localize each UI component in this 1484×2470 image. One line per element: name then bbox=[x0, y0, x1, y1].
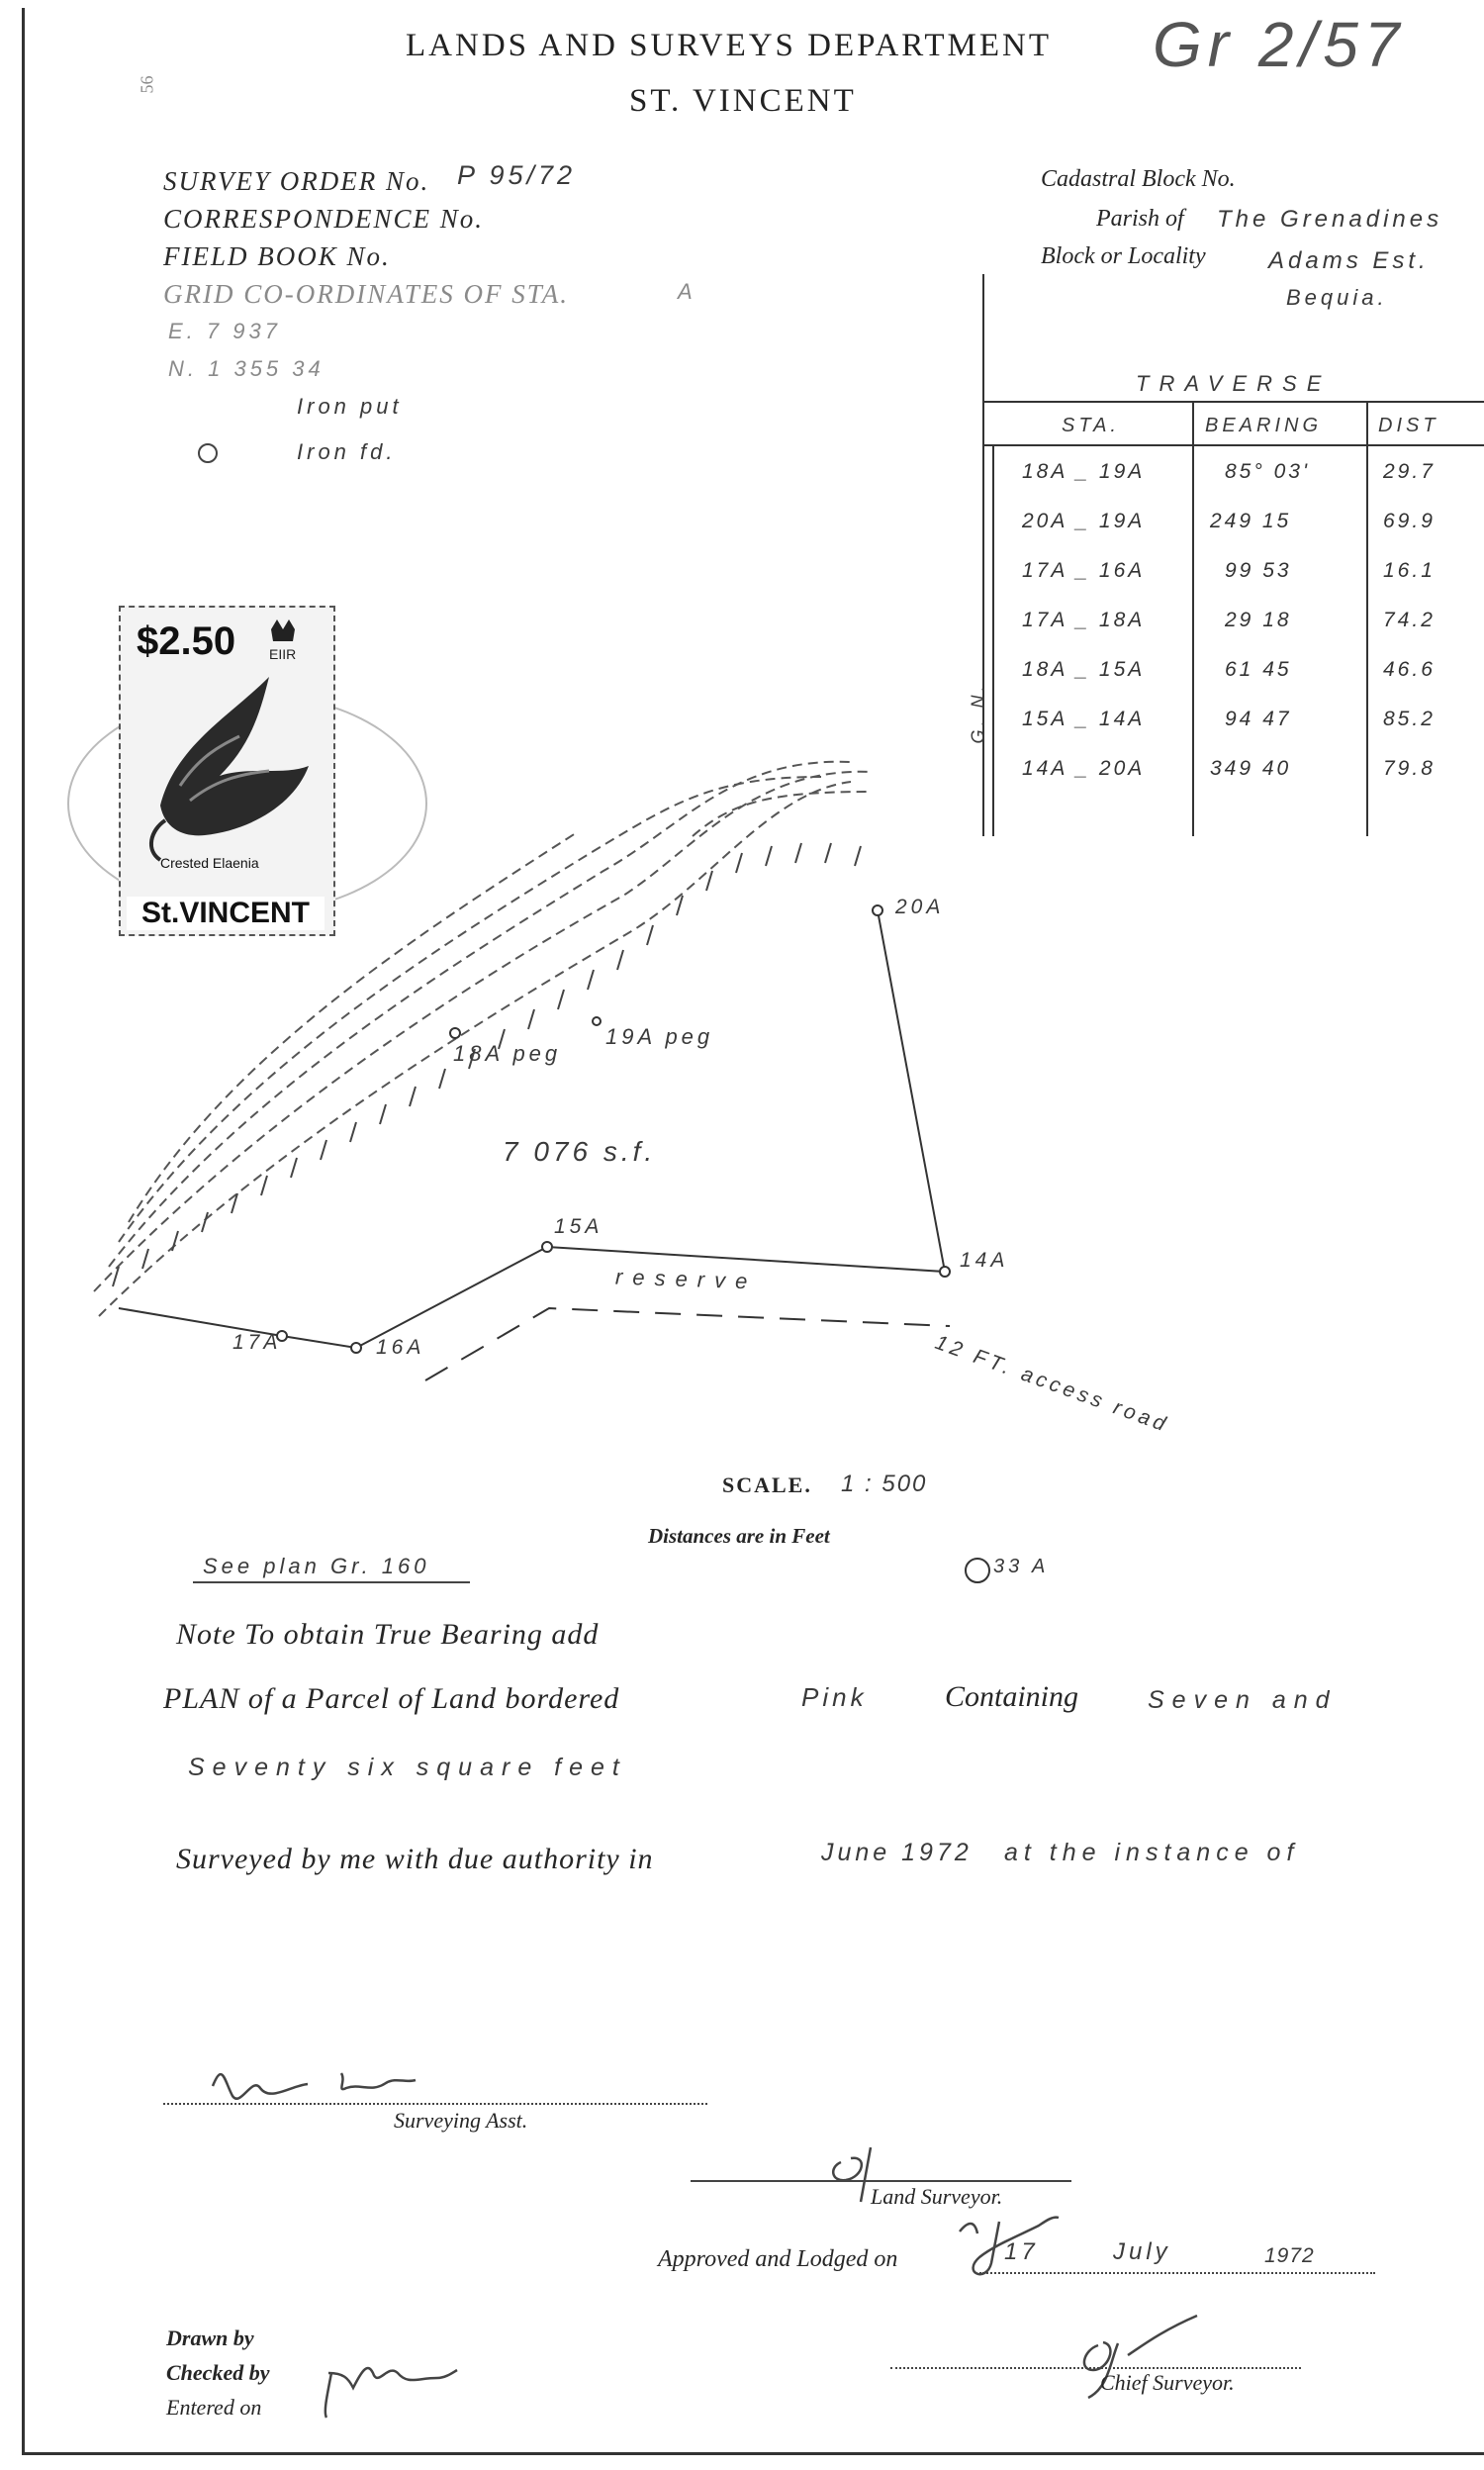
entered-on-label: Entered on bbox=[166, 2395, 262, 2420]
see-plan-ref: See plan Gr. 160 bbox=[203, 1554, 430, 1578]
legend-iron-found: Iron fd. bbox=[297, 439, 397, 464]
reserve-label: reserve bbox=[614, 1264, 758, 1294]
surveyed-label: Surveyed by me with due authority in bbox=[176, 1843, 654, 1875]
parish-label: Parish of bbox=[1096, 206, 1184, 232]
chief-surveyor-line bbox=[890, 2367, 1301, 2369]
traverse-bearing: 249 15 bbox=[1210, 510, 1292, 532]
checked-by-label: Checked by bbox=[166, 2360, 270, 2385]
traverse-sta: 20A _ 19A bbox=[1022, 510, 1146, 532]
traverse-dist: 69.9 bbox=[1383, 510, 1436, 532]
legend-iron-put: Iron put bbox=[297, 394, 403, 419]
true-bearing-note: Note To obtain True Bearing add bbox=[176, 1618, 600, 1651]
plan-code: Gr 2/57 bbox=[1153, 9, 1406, 80]
traverse-col-bearing: BEARING bbox=[1205, 415, 1323, 436]
station-label-15a: 15A bbox=[554, 1215, 603, 1238]
traverse-bearing: 99 53 bbox=[1225, 559, 1292, 582]
traverse-bearing: 94 47 bbox=[1225, 708, 1292, 730]
stamp-country: St.VINCENT bbox=[127, 897, 325, 930]
correspondence-label: CORRESPONDENCE No. bbox=[163, 204, 484, 234]
instance-label: at the instance of bbox=[1004, 1839, 1300, 1866]
locality-label: Block or Locality bbox=[1041, 243, 1206, 269]
station-label-19a: 19A peg bbox=[605, 1024, 714, 1049]
traverse-sta: 15A _ 14A bbox=[1022, 708, 1146, 730]
traverse-sta: 14A _ 20A bbox=[1022, 757, 1146, 780]
traverse-sta: 18A _ 15A bbox=[1022, 658, 1146, 681]
station-label-14a: 14A bbox=[960, 1249, 1009, 1272]
easting-value: E. 7 937 bbox=[168, 319, 281, 343]
field-book-label: FIELD BOOK No. bbox=[163, 241, 391, 271]
stamp-price: $2.50 bbox=[137, 619, 236, 663]
surveying-asst-line bbox=[163, 2103, 707, 2105]
parcel-area: 7 076 s.f. bbox=[503, 1136, 657, 1167]
station-label-20a: 20A bbox=[895, 896, 945, 918]
traverse-sta: 17A _ 18A bbox=[1022, 609, 1146, 631]
traverse-dist: 16.1 bbox=[1383, 559, 1436, 582]
drawn-by-label: Drawn by bbox=[166, 2326, 254, 2350]
margin-note: 56 bbox=[137, 75, 157, 94]
north-label: G. N. bbox=[968, 682, 988, 744]
station-label-18a: 18A peg bbox=[453, 1041, 562, 1066]
containing-value-1: Seven and bbox=[1148, 1686, 1338, 1714]
chief-surveyor-label: Chief Surveyor. bbox=[1100, 2370, 1235, 2395]
approved-year: 1972 bbox=[1264, 2244, 1315, 2267]
land-surveyor-line bbox=[691, 2180, 1071, 2182]
scale-label: SCALE. bbox=[722, 1472, 812, 1497]
approved-label: Approved and Lodged on bbox=[658, 2246, 898, 2272]
traverse-bearing: 349 40 bbox=[1210, 757, 1292, 780]
cadastral-block-label: Cadastral Block No. bbox=[1041, 166, 1236, 192]
containing-label: Containing bbox=[945, 1680, 1079, 1713]
traverse-bearing: 61 45 bbox=[1225, 658, 1292, 681]
traverse-dist: 74.2 bbox=[1383, 609, 1436, 631]
grid-coordinates-label: GRID CO-ORDINATES OF STA. bbox=[163, 279, 569, 309]
traverse-dist: 29.7 bbox=[1383, 460, 1436, 483]
containing-value-2: Seventy six square feet bbox=[188, 1754, 627, 1781]
stamp-caption: Crested Elaenia bbox=[160, 855, 259, 871]
locality-value-2: Bequia. bbox=[1286, 285, 1388, 310]
station-label-17a: 17A bbox=[232, 1331, 282, 1354]
parish-value: The Grenadines bbox=[1217, 206, 1443, 233]
scale-value: 1 : 500 bbox=[841, 1471, 928, 1497]
access-road-label: 12 FT. access road bbox=[932, 1331, 1172, 1438]
survey-order-label: SURVEY ORDER No. bbox=[163, 166, 430, 196]
grid-coordinates-sta: A bbox=[678, 279, 696, 304]
bordered-colour: Pink bbox=[801, 1682, 868, 1712]
distances-note: Distances are in Feet bbox=[648, 1524, 830, 1548]
traverse-dist: 85.2 bbox=[1383, 708, 1436, 730]
country-title: ST. VINCENT bbox=[629, 83, 857, 119]
station-label-16a: 16A bbox=[376, 1336, 425, 1359]
surveyed-date: June 1972 bbox=[821, 1839, 973, 1866]
traverse-dist: 46.6 bbox=[1383, 658, 1436, 681]
approved-date-line bbox=[979, 2272, 1375, 2274]
department-title: LANDS AND SURVEYS DEPARTMENT bbox=[406, 28, 1052, 63]
locality-value: Adams Est. bbox=[1268, 247, 1430, 274]
traverse-col-dist: DIST bbox=[1378, 415, 1439, 436]
traverse-bearing: 29 18 bbox=[1225, 609, 1292, 631]
traverse-title: TRAVERSE bbox=[1136, 371, 1332, 396]
survey-order-value: P 95/72 bbox=[457, 160, 577, 190]
traverse-sta: 18A _ 19A bbox=[1022, 460, 1146, 483]
approved-day: 17 bbox=[1004, 2238, 1039, 2265]
traverse-dist: 79.8 bbox=[1383, 757, 1436, 780]
traverse-col-sta: STA. bbox=[1062, 415, 1120, 436]
northing-value: N. 1 355 34 bbox=[168, 356, 325, 381]
sheet-ref: 33 A bbox=[993, 1556, 1050, 1577]
approved-month: July bbox=[1113, 2238, 1171, 2265]
svg-text:EIIR: EIIR bbox=[269, 646, 297, 662]
plan-label: PLAN of a Parcel of Land bordered bbox=[163, 1682, 620, 1715]
land-surveyor-label: Land Surveyor. bbox=[871, 2184, 1003, 2209]
traverse-sta: 17A _ 16A bbox=[1022, 559, 1146, 582]
surveying-asst-label: Surveying Asst. bbox=[394, 2108, 528, 2133]
traverse-bearing: 85° 03' bbox=[1225, 460, 1310, 483]
